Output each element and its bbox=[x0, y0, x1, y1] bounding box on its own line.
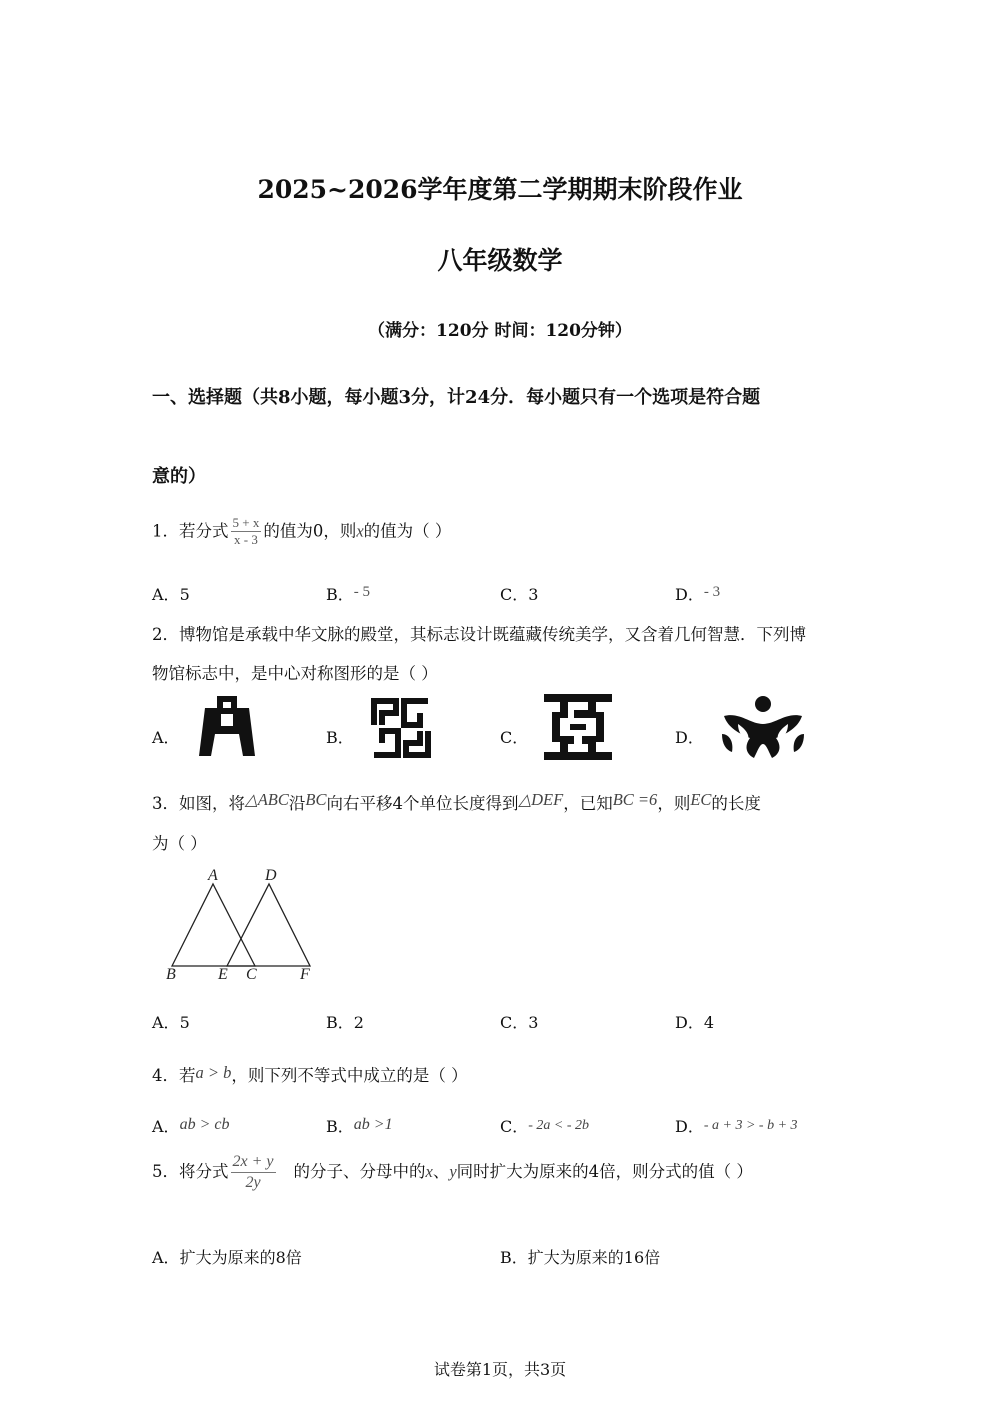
q1-prefix: 1．若分式 bbox=[152, 521, 229, 541]
option-label: B． bbox=[326, 585, 354, 604]
option-value: - 3 bbox=[703, 584, 721, 600]
option-label: A． bbox=[152, 1248, 180, 1267]
q2-option-d[interactable] bbox=[675, 725, 704, 748]
option-label: B． bbox=[326, 728, 354, 747]
option-value: ab > cb bbox=[179, 1116, 230, 1133]
museum-logo-c-icon bbox=[544, 694, 612, 760]
option-value: 4 bbox=[703, 1013, 715, 1032]
figure-label-e: E bbox=[218, 966, 228, 983]
option-label: D． bbox=[675, 1013, 704, 1032]
option-label: D． bbox=[675, 728, 704, 747]
q3-text: ，已知 bbox=[563, 794, 613, 813]
q5-variable-y: y bbox=[449, 1162, 457, 1181]
q3-triangle-abc: △ABC bbox=[245, 790, 289, 809]
figure-label-a: A bbox=[208, 867, 218, 884]
q3-option-d[interactable] bbox=[675, 1010, 714, 1033]
option-value: 5 bbox=[179, 585, 190, 604]
option-label: B． bbox=[500, 1248, 528, 1267]
museum-logo-b-icon bbox=[370, 697, 432, 759]
option-value: - 5 bbox=[353, 584, 371, 600]
exam-info: （满分：120分 时间：120分钟） bbox=[368, 321, 632, 341]
option-label: C． bbox=[500, 728, 529, 747]
q3-text: 向右平移4个单位长度得到 bbox=[326, 794, 519, 813]
museum-logo-d-icon bbox=[720, 694, 806, 760]
q1-mid: 的值为0，则 bbox=[263, 521, 357, 541]
option-value: - a + 3 > - b + 3 bbox=[703, 1118, 798, 1133]
q3-triangle-def: △DEF bbox=[518, 790, 564, 809]
q1-option-c[interactable] bbox=[500, 582, 538, 605]
option-value: 扩大为原来的8倍 bbox=[179, 1248, 302, 1267]
option-label: C． bbox=[500, 1013, 529, 1032]
q1-fraction-denominator: x - 3 bbox=[234, 532, 258, 548]
option-label: C． bbox=[500, 1117, 529, 1136]
q3-text: 沿 bbox=[288, 794, 306, 813]
q2-option-c[interactable] bbox=[500, 725, 528, 748]
q1-option-a[interactable] bbox=[152, 582, 190, 605]
q2-option-b[interactable] bbox=[326, 725, 354, 748]
exam-subject: 八年级数学 bbox=[437, 246, 563, 275]
question-5 bbox=[152, 1152, 753, 1193]
q4-option-b[interactable] bbox=[326, 1114, 393, 1137]
option-label: A． bbox=[152, 728, 180, 747]
option-value: 5 bbox=[179, 1013, 190, 1032]
q4-text: ，则下列不等式中成立的是（ ） bbox=[231, 1066, 468, 1085]
option-label: B． bbox=[326, 1117, 354, 1136]
q2-option-a[interactable] bbox=[152, 725, 180, 748]
q5-option-a[interactable] bbox=[152, 1245, 302, 1268]
section-heading-line1: 一、选择题（共8小题，每小题3分，计24分．每小题只有一个选项是符合题 bbox=[152, 387, 761, 408]
q4-option-d[interactable] bbox=[675, 1114, 798, 1137]
page-footer: 试卷第1页，共3页 bbox=[433, 1360, 567, 1379]
q1-option-b[interactable] bbox=[326, 582, 370, 605]
q5-text: 的分子、分母中的 bbox=[293, 1162, 426, 1181]
q3-text: 3．如图，将 bbox=[152, 794, 245, 813]
q3-text: 的长度 bbox=[711, 794, 761, 813]
question-4 bbox=[152, 1062, 468, 1086]
option-label: D． bbox=[675, 585, 704, 604]
q1-option-d[interactable] bbox=[675, 582, 720, 605]
option-value: 3 bbox=[528, 585, 539, 604]
museum-logo-a-icon bbox=[195, 694, 259, 758]
q3-option-b[interactable] bbox=[326, 1010, 364, 1033]
triangle-abc-shape bbox=[172, 884, 255, 966]
option-label: A． bbox=[152, 585, 180, 604]
option-value: - 2a < - 2b bbox=[528, 1118, 590, 1133]
q5-text: 5．将分式 bbox=[152, 1162, 229, 1181]
question-3-line2: 为（ ） bbox=[152, 834, 207, 853]
q1-fraction bbox=[231, 515, 262, 549]
question-2-line1: 2．博物馆是承载中华文脉的殿堂，其标志设计既蕴藏传统美学，又含着几何智慧．下列博 bbox=[152, 625, 806, 644]
option-value: 3 bbox=[528, 1013, 539, 1032]
q3-segment-bc: BC bbox=[305, 790, 327, 809]
option-label: C． bbox=[500, 585, 529, 604]
q4-text: 4．若 bbox=[152, 1066, 196, 1085]
translation-triangles-figure bbox=[160, 862, 330, 984]
q4-option-c[interactable] bbox=[500, 1114, 589, 1137]
q1-variable: x bbox=[356, 521, 364, 541]
q5-text: 同时扩大为原来的4倍，则分式的值（ ） bbox=[456, 1162, 753, 1181]
figure-label-d: D bbox=[265, 867, 277, 884]
q5-fraction-denominator: 2y bbox=[245, 1174, 261, 1191]
q1-suffix: 的值为（ ） bbox=[363, 521, 452, 541]
q5-fraction bbox=[231, 1152, 276, 1193]
figure-label-c: C bbox=[246, 966, 257, 983]
exam-title: 2025~2026学年度第二学期期末阶段作业 bbox=[257, 175, 743, 204]
figure-label-f: F bbox=[300, 966, 310, 983]
q3-option-c[interactable] bbox=[500, 1010, 538, 1033]
question-3-line1 bbox=[152, 790, 761, 814]
q4-condition: a > b bbox=[195, 1063, 232, 1082]
figure-label-b: B bbox=[166, 966, 176, 983]
q3-text: ，则 bbox=[657, 794, 691, 813]
q3-bc-length: BC =6 bbox=[612, 790, 658, 809]
question-1 bbox=[152, 515, 451, 549]
option-label: B． bbox=[326, 1013, 354, 1032]
option-label: A． bbox=[152, 1013, 180, 1032]
triangle-def-shape bbox=[227, 884, 310, 966]
q5-variable-x: x bbox=[425, 1162, 433, 1181]
question-2-line2: 物馆标志中，是中心对称图形的是（ ） bbox=[152, 664, 438, 683]
q3-segment-ec: EC bbox=[690, 790, 712, 809]
option-value: ab >1 bbox=[353, 1116, 393, 1133]
option-label: A． bbox=[152, 1117, 180, 1136]
q1-fraction-numerator: 5 + x bbox=[231, 515, 262, 532]
q5-fraction-numerator: 2x + y bbox=[231, 1152, 276, 1173]
option-value: 扩大为原来的16倍 bbox=[527, 1248, 661, 1267]
option-value: 2 bbox=[353, 1013, 364, 1032]
q3-option-a[interactable] bbox=[152, 1010, 190, 1033]
option-label: D． bbox=[675, 1117, 704, 1136]
q5-option-b[interactable] bbox=[500, 1245, 660, 1268]
q4-option-a[interactable] bbox=[152, 1114, 229, 1137]
q5-separator: 、 bbox=[432, 1162, 450, 1181]
section-heading-line2: 意的） bbox=[152, 466, 206, 487]
